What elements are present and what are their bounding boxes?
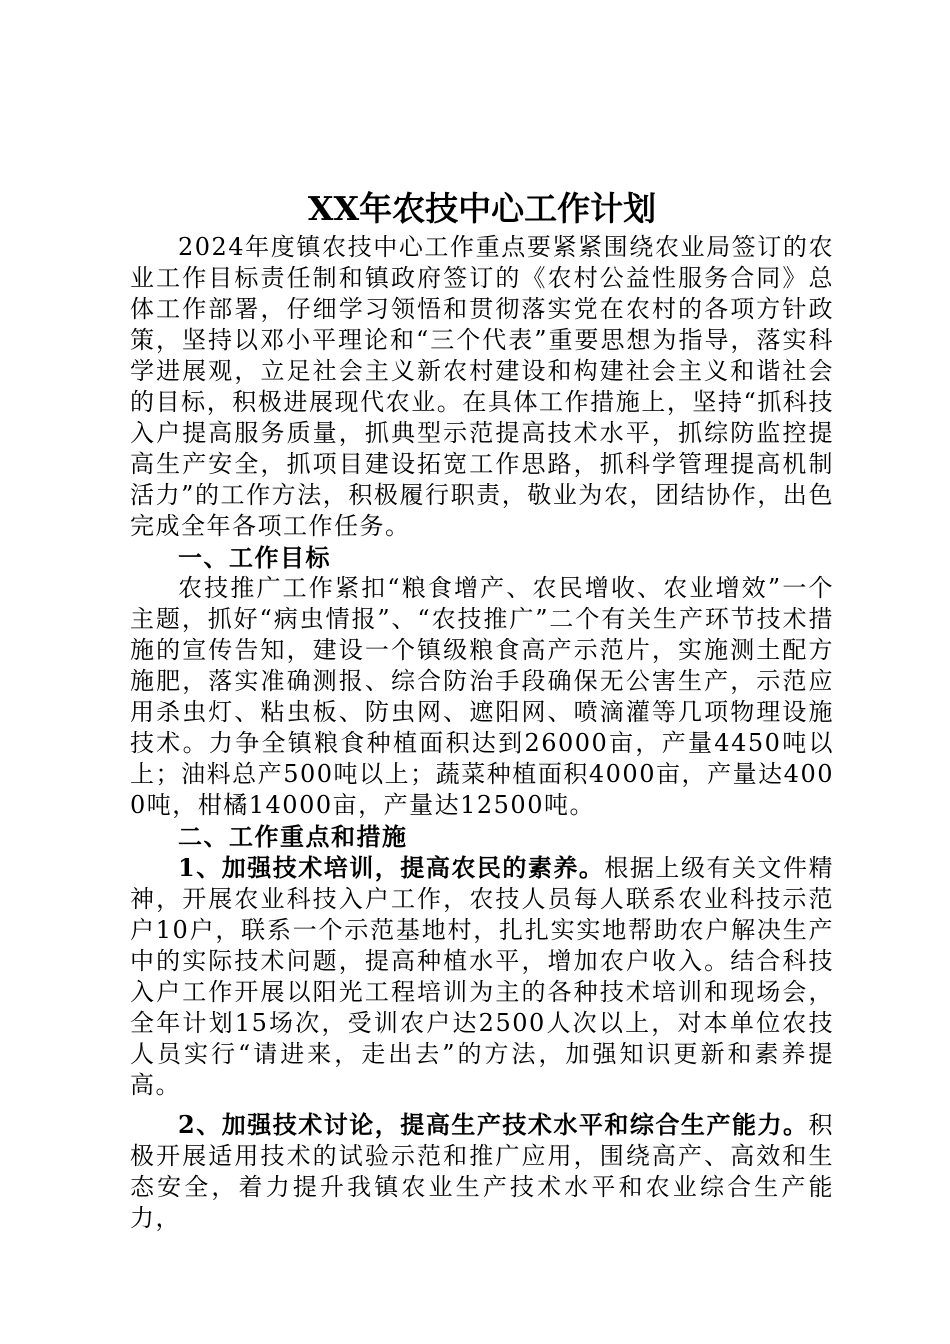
section-heading-goals: 一、工作目标 [178, 543, 331, 572]
measure-item-research [130, 1109, 834, 1234]
measure-item-research-lead: 2、加强技术讨论，提高生产技术水平和综合生产能力。 [178, 1110, 809, 1139]
measure-item-training [130, 852, 834, 1101]
goals-paragraph: 农技推广工作紧扣“粮食增产、农民增收、农业增效”一个主题，抓好“病虫情报”、“农技推广”二个有关生产环节技术措施的宣传告知，建设一个镇级粮食高产示范片，实施测土配方施肥，落实准确测报、综合防治手段确保无公害生产，示范应用杀虫灯、粘虫板、防虫网、遮阳网、喷滴灌等几项物理设施技术。力争全镇粮食种植面积达到26000亩，产量4450吨以上；油料总产500吨以上；蔬菜种植面积4000亩，产量达4000吨，柑橘14000亩，产量达12500吨。 [130, 574, 834, 819]
document-page [130, 186, 834, 1234]
document-title: XX年农技中心工作计划 [307, 189, 657, 228]
intro-paragraph: 2024年度镇农技中心工作重点要紧紧围绕农业局签订的农业工作目标责任制和镇政府签订的《农村公益性服务合同》总体工作部署，仔细学习领悟和贯彻落实党在农村的各项方针政策，坚持以邓小平理论和“三个代表”重要思想为指导，落实科学进展观，立足社会主义新农村建设和构建社会主义和谐社会的目标，积极进展现代农业。在具体工作措施上，坚持“抓科技入户提高服务质量，抓典型示范提高技术水平，抓综防监控提高生产安全，抓项目建设拓宽工作思路，抓科学管理提高机制活力”的工作方法，积极履行职责，敬业为农，团结协作，出色完成全年各项工作任务。 [130, 233, 834, 540]
paragraph-gap [130, 1101, 834, 1109]
measure-item-research-body: 积极开展适用技术的试验示范和推广应用，围绕高产、高效和生态安全，着力提升我镇农业生产技术水平和农业综合生产能力， [130, 1111, 834, 1232]
measure-item-training-body: 根据上级有关文件精神，开展农业科技入户工作，农技人员每人联系农业科技示范户10户，联系一个示范基地村，扎扎实实地帮助农户解决生产中的实际技术问题，提高种植水平，增加农户收入。结合科技入户工作开展以阳光工程培训为主的各种技术培训和现场会，全年计划15场次，受训农户达2500人次以上，对本单位农技人员实行“请进来，走出去”的方法，加强知识更新和素养提高。 [130, 854, 835, 1099]
section-heading-measures: 二、工作重点和措施 [178, 822, 408, 851]
measure-item-training-lead: 1、加强技术培训，提高农民的素养。 [178, 853, 605, 882]
